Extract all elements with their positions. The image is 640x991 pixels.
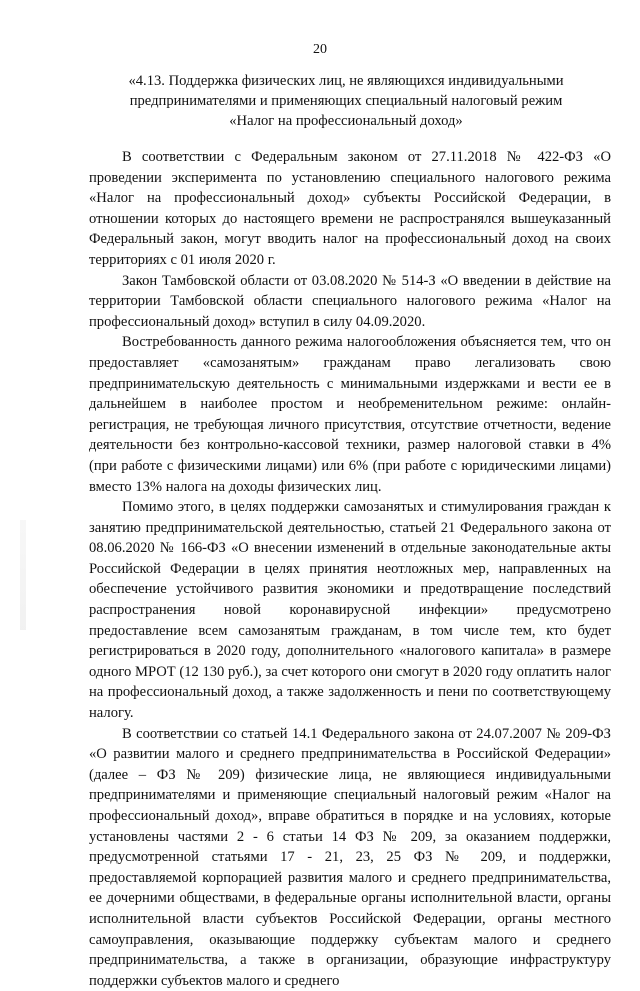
body-text — [89, 147, 611, 991]
section-heading: «4.13. Поддержка физических лиц, не являющихся индивидуальными предпринимателями и применяющих специальный налоговый режим «Налог на профессиональный доход» — [128, 73, 564, 129]
paragraph: Закон Тамбовской области от 03.08.2020 № 514-З «О введении в действие на территории Тамбовской области специального налогового режима «Налог на профессиональный доход» вступил в силу 04.09.2020. — [89, 272, 611, 330]
paragraph: Помимо этого, в целях поддержки самозанятых и стимулирования граждан к занятию предпринимательской деятельностью, статьей 21 Федерального закона от 08.06.2020 № 166-ФЗ «О внесении изменений в отдельные законодательные акты Российской Федерации в целях принятия неотложных мер, направленных на обеспечение устойчивого развития экономики и предотвращение последствий распространения новой коронавирусной инфекции» предусмотрено предоставление всем самозанятым гражданам, в том числе тем, кто будет регистрироваться в 2020 году, дополнительного «налогового капитала» в размере одного МРОТ (12 130 руб.), за счет которого они смогут в 2020 году оплатить налог на профессиональный доход, а также задолженность и пени по соответствующему налогу. — [89, 499, 611, 722]
page-number: 20 — [313, 42, 327, 57]
paragraph: В соответствии со статьей 14.1 Федерального закона от 24.07.2007 № 209-ФЗ «О развитии малого и среднего предпринимательства в Российской Федерации» (далее – ФЗ № 209) физические лица, не являющиеся индивидуальными предпринимателями и применяющие специальный налоговый режим «Налог на профессиональный доход», вправе обратиться в порядке и на условиях, которые установлены частями 2 - 6 статьи 14 ФЗ № 209, за оказанием поддержки, предусмотренной статьями 17 - 21, 23, 25 ФЗ № 209, и поддержки, предоставляемой корпорацией развития малого и среднего предпринимательства, ее дочерними обществами, в федеральные органы исполнительной власти, органы исполнительной власти субъектов Российской Федерации, органы местного самоуправления, оказывающие поддержку субъектам малого и среднего предпринимательства, а также в организации, образующие инфраструктуру поддержки субъектов малого и среднего — [89, 725, 611, 989]
paragraph: Востребованность данного режима налогообложения объясняется тем, что он предоставляет «самозанятым» гражданам право легализовать свою предпринимательскую деятельность с минимальными издержками и вести ее в дальнейшем в наиболее простом и необременительном режиме: онлайн-регистрация, не требующая личного присутствия, отсутствие отчетности, ведение деятельности без контрольно-кассовой техники, размер налоговой ставки в 4% (при работе с физическими лицами) или 6% (при работе с юридическими лицами) вместо 13% налога на доходы физических лиц. — [89, 334, 611, 495]
margin-stamp — [20, 520, 26, 630]
paragraph: В соответствии с Федеральным законом от 27.11.2018 № 422-ФЗ «О проведении эксперимента по установлению специального налогового режима «Налог на профессиональный доход» субъекты Российской Федерации, в отношении которых до настоящего времени не распространялся вышеуказанный Федеральный закон, могут вводить налог на профессиональный доход на своих территориях с 01 июля 2020 г. — [89, 149, 611, 268]
